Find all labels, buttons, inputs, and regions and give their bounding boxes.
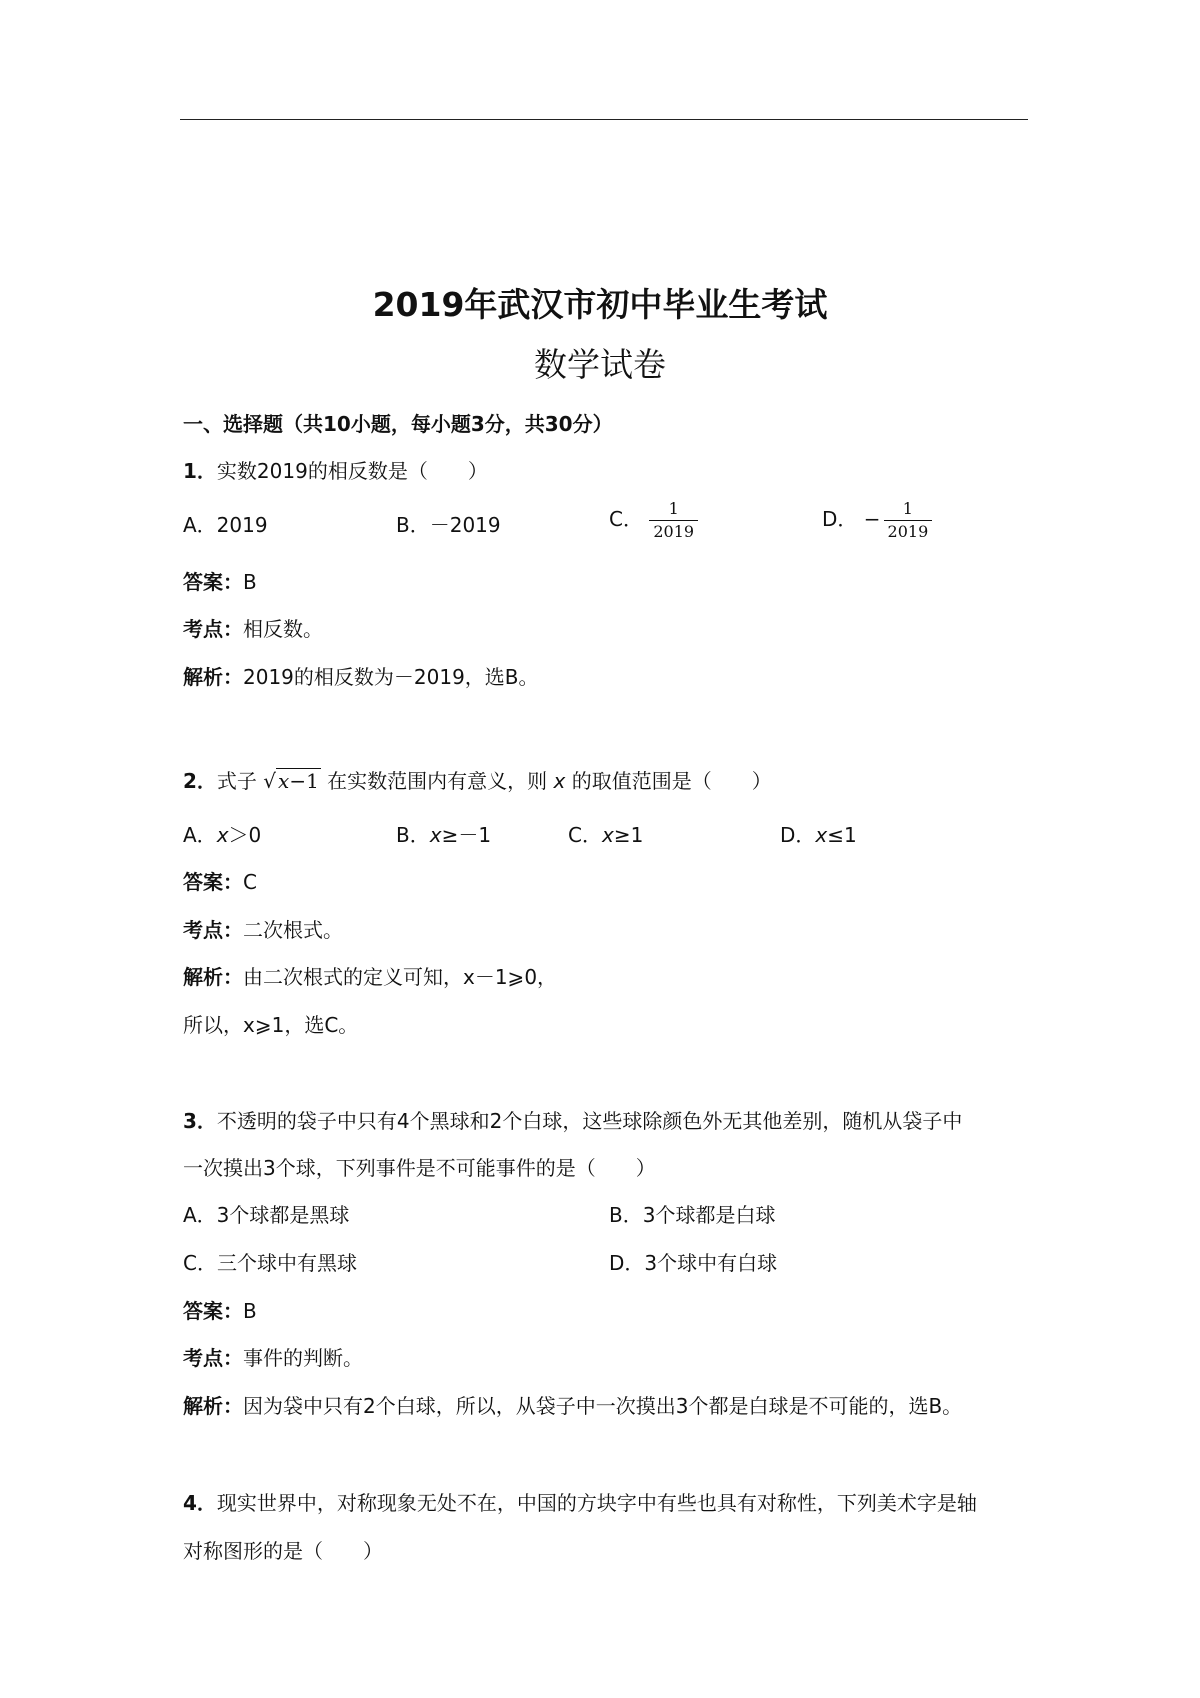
q3-option-b: B．3个球都是白球 <box>609 1203 776 1227</box>
question-number: 3． <box>183 1109 217 1133</box>
question-3 <box>183 1107 962 1135</box>
q1-topic <box>183 615 323 643</box>
q1-answer <box>183 568 257 596</box>
q2-topic <box>183 916 343 944</box>
analysis-label: 解析： <box>183 1394 243 1418</box>
radicand-variable: x <box>278 769 290 793</box>
q2-answer <box>183 868 257 896</box>
question-stem: 实数2019的相反数是（ ） <box>216 459 488 483</box>
analysis-text: 因为袋中只有2个白球，所以，从袋子中一次摸出3个都是白球是不可能的，选B。 <box>243 1394 963 1418</box>
fraction-bar <box>649 520 698 521</box>
q2-option-a <box>183 821 261 849</box>
q2-analysis-continued: 所以，x⩾1，选C。 <box>183 1013 359 1037</box>
square-root-expression: √ x−1 <box>263 769 319 793</box>
q1-option-c <box>609 500 698 541</box>
q1-option-d <box>822 500 932 541</box>
negative-sign: − <box>863 507 881 531</box>
option-rest: ≥－1 <box>441 823 492 847</box>
fraction-numerator: 1 <box>668 499 679 518</box>
exam-title: 2019年武汉市初中毕业生考试 <box>372 285 828 324</box>
section-heading: 一、选择题（共10小题，每小题3分，共30分） <box>183 412 613 436</box>
option-prefix: C． <box>609 507 643 531</box>
q1-option-a: A．2019 <box>183 513 268 537</box>
option-prefix: D． <box>780 823 816 847</box>
q2-option-c <box>568 821 643 849</box>
answer-value: B <box>243 1299 257 1323</box>
topic-label: 考点： <box>183 918 243 942</box>
question-stem-line-1: 不透明的袋子中只有4个黑球和2个白球，这些球除颜色外无其他差别，随机从袋子中 <box>216 1109 963 1133</box>
q3-option-d: D．3个球中有白球 <box>609 1251 778 1275</box>
q3-topic <box>183 1344 363 1372</box>
header-rule <box>180 119 1028 120</box>
option-rest: ≤1 <box>827 823 857 847</box>
question-4-line-2: 对称图形的是（ ） <box>183 1539 383 1563</box>
question-3-line-2: 一次摸出3个球，下列事件是不可能事件的是（ ） <box>183 1156 656 1180</box>
analysis-label: 解析： <box>183 965 243 989</box>
analysis-text: 由二次根式的定义可知，x－1⩾0， <box>243 965 558 989</box>
answer-label: 答案： <box>183 570 243 594</box>
answer-label: 答案： <box>183 1299 243 1323</box>
answer-label: 答案： <box>183 870 243 894</box>
q3-option-a: A．3个球都是黑球 <box>183 1203 350 1227</box>
option-prefix: D． <box>822 507 858 531</box>
fraction-numerator: 1 <box>902 499 913 518</box>
q2-analysis <box>183 963 557 991</box>
variable: x <box>601 823 614 847</box>
answer-value: C <box>243 870 257 894</box>
fraction-denominator: 2019 <box>887 522 929 541</box>
question-stem-pre: 式子 <box>216 769 257 793</box>
option-prefix: B． <box>396 823 430 847</box>
analysis-label: 解析： <box>183 665 243 689</box>
question-number: 1． <box>183 459 217 483</box>
answer-value: B <box>243 570 257 594</box>
question-number: 4． <box>183 1491 217 1515</box>
q2-option-d <box>780 821 857 849</box>
q1-option-b: B．－2019 <box>396 513 501 537</box>
option-rest: ≥1 <box>613 823 644 847</box>
question-stem-post: 在实数范围内有意义，则 <box>327 769 548 793</box>
q3-answer <box>183 1297 257 1325</box>
variable: x <box>216 823 229 847</box>
topic-value: 相反数。 <box>243 617 323 641</box>
q1-analysis <box>183 663 539 691</box>
question-1 <box>183 457 488 485</box>
fraction-denominator: 2019 <box>653 522 695 541</box>
question-4 <box>183 1489 977 1517</box>
option-rest: ＞0 <box>228 823 262 847</box>
variable: x <box>815 823 828 847</box>
exam-subtitle: 数学试卷 <box>534 345 666 384</box>
q3-option-c: C．三个球中有黑球 <box>183 1251 357 1275</box>
variable: x <box>429 823 442 847</box>
analysis-text: 2019的相反数为－2019，选B。 <box>243 665 539 689</box>
question-number: 2． <box>183 769 217 793</box>
fraction <box>884 500 933 541</box>
topic-value: 二次根式。 <box>243 918 343 942</box>
topic-label: 考点： <box>183 617 243 641</box>
question-stem-line-1: 现实世界中，对称现象无处不在，中国的方块字中有些也具有对称性，下列美术字是轴 <box>216 1491 977 1515</box>
radicand-rest: −1 <box>289 769 319 793</box>
option-prefix: A． <box>183 823 217 847</box>
fraction <box>649 500 698 541</box>
option-prefix: C． <box>568 823 602 847</box>
topic-label: 考点： <box>183 1346 243 1370</box>
q2-option-b <box>396 821 491 849</box>
question-2 <box>183 767 772 795</box>
variable: x <box>553 769 566 793</box>
question-stem-end: 的取值范围是（ ） <box>571 769 772 793</box>
topic-value: 事件的判断。 <box>243 1346 363 1370</box>
fraction-bar <box>884 520 933 521</box>
q3-analysis <box>183 1392 962 1420</box>
